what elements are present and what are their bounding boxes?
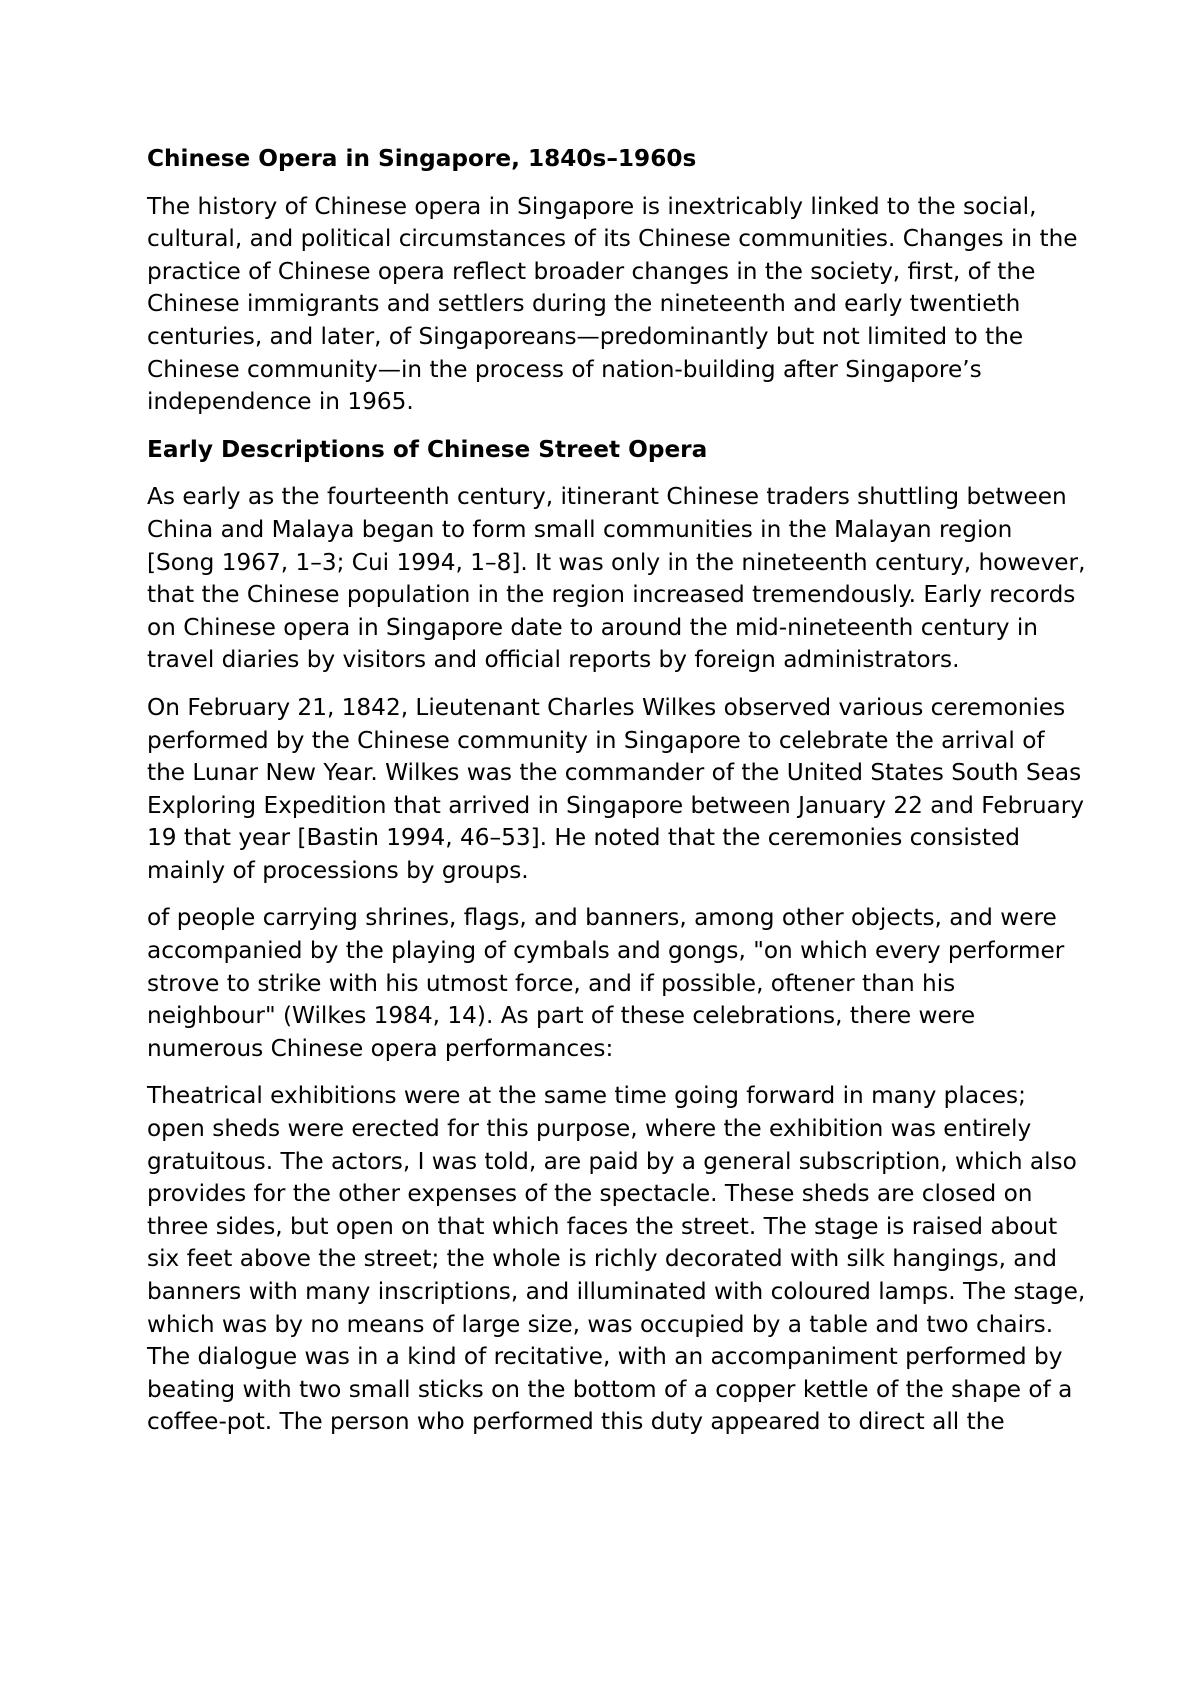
document-title: Chinese Opera in Singapore, 1840s–1960s [147, 145, 697, 172]
intro-paragraph: The history of Chinese opera in Singapore is inextricably linked to the social, cultural, and political circumstances of its Chinese communities. Changes in the practice of Chinese opera reflect broader changes in the society, first, of the Chinese immigrants and settlers during the nineteenth and early twentieth centuries, and later, of Singaporeans—predominantly but not limited to the Chinese community—in the process of nation-building after Singapore’s independence in 1965. [147, 192, 1078, 416]
paragraph-wilkes: On February 21, 1842, Lieutenant Charles Wilkes observed various ceremonies performed by the Chinese community in Singapore to celebrate the arrival of the Lunar New Year. Wilkes was the commander of the United States South Seas Exploring Expedition that arrived in Singapore between January 22 and February 19 that year [Bastin 1994, 46–53]. He noted that the ceremonies consisted mainly of processions by groups. [147, 693, 1085, 884]
paragraph-processions: of people carrying shrines, flags, and banners, among other objects, and were accompanied by the playing of cymbals and gongs, "on which every performer strove to strike with his utmost force, and if possible, oftener than his neighbour" (Wilkes 1984, 14). As part of these celebrations, there were numerous Chinese opera performances: [147, 904, 1065, 1062]
section-heading: Early Descriptions of Chinese Street Opera [147, 435, 708, 463]
paragraph-quotation: Theatrical exhibitions were at the same time going forward in many places; open sheds were erected for this purpose, where the exhibition was entirely gratuitous. The actors, I was told, are paid by a general subscription, which also provides for the other expenses of the spectacle. These sheds are closed on three sides, but open on that which faces the street. The stage is raised about six feet above the street; the whole is richly decorated with silk hangings, and banners with many inscriptions, and illuminated with coloured lamps. The stage, which was by no means of large size, was occupied by a table and two chairs. The dialogue was in a kind of recitative, with an accompaniment performed by beating with two small sticks on the bottom of a copper kettle of the shape of a coffee-pot. The person who performed this duty appeared to direct all the [147, 1082, 1086, 1436]
paragraph-early-traders: As early as the fourteenth century, itinerant Chinese traders shuttling between China and Malaya began to form small communities in the Malayan region [Song 1967, 1–3; Cui 1994, 1–8]. It was only in the nineteenth century, however, that the Chinese population in the region increased tremendously. Early records on Chinese opera in Singapore date to around the mid-nineteenth century in travel diaries by visitors and official reports by foreign administrators. [147, 483, 1086, 674]
document-body [147, 143, 1087, 1454]
